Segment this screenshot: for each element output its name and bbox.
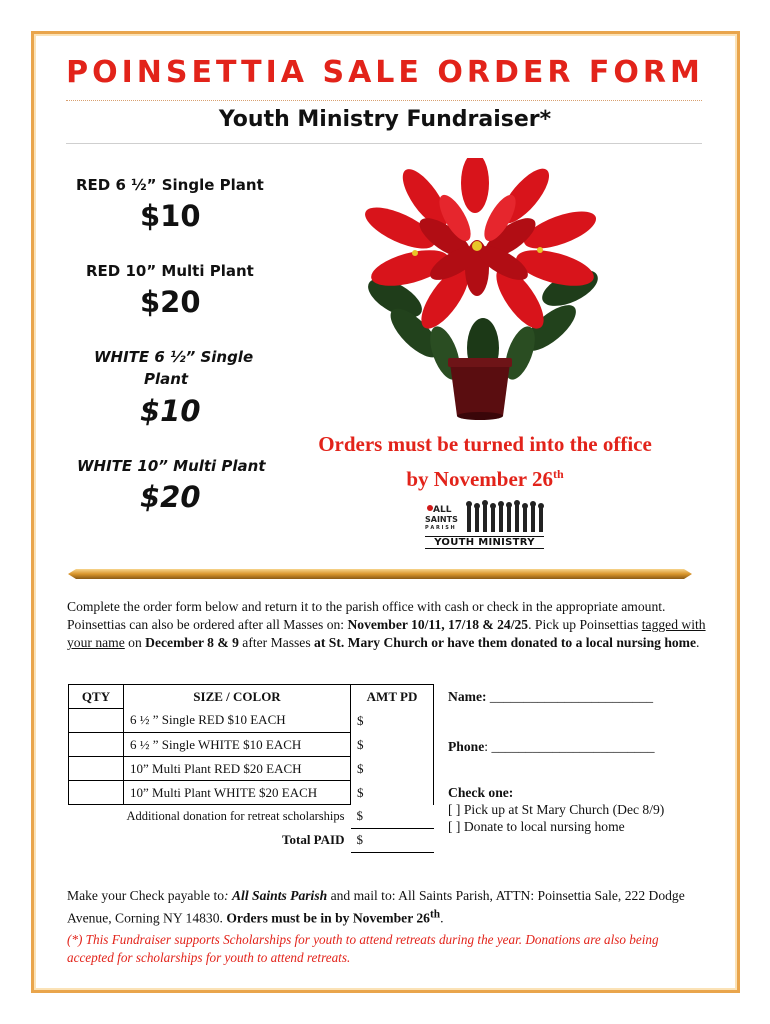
qty-cell[interactable] [69, 781, 124, 805]
qty-cell[interactable] [69, 733, 124, 757]
order-dates: November 10/11, 17/18 & 24/25 [347, 617, 529, 632]
total-label: Total PAID [282, 832, 345, 847]
qty-cell[interactable] [69, 757, 124, 781]
size-cell: 10” Multi Plant WHITE $20 EACH [124, 781, 351, 805]
footer-text-1: Make your Check payable to [67, 888, 225, 903]
size-cell: 6 ½ ” Single WHITE $10 EACH [124, 733, 351, 757]
item-label-red-multi: RED 10” Multi Plant [86, 262, 254, 280]
logo-parish: P A R I S H [425, 525, 455, 531]
deadline-date: by November 26 [406, 467, 553, 491]
item-price-red-multi: $20 [140, 285, 201, 319]
table-row [69, 709, 434, 733]
title-divider [66, 100, 702, 101]
subtitle-divider [66, 143, 702, 144]
logo-all: ALL [433, 505, 452, 515]
donation-row [69, 805, 434, 829]
phone-field[interactable] [448, 738, 655, 756]
order-table [68, 684, 434, 853]
amt-cell[interactable]: $ [351, 709, 434, 733]
table-row [69, 781, 434, 805]
donation-label: Additional donation for retreat scholarships [126, 809, 345, 823]
item-label-white-multi: WHITE 10” Multi Plant [77, 457, 266, 475]
table-row [69, 733, 434, 757]
size-cell: 6 ½ ” Single RED $10 EACH [124, 709, 351, 733]
qty-cell[interactable] [69, 709, 124, 733]
page-title: POINSETTIA SALE ORDER FORM [66, 55, 704, 90]
check-one-label: Check one: [448, 785, 514, 800]
pickup-location: at St. Mary Church or have them donated to a local nursing home [314, 635, 697, 650]
qty-header: QTY [69, 685, 124, 709]
tagged-name-text: tagged with your name [67, 617, 706, 650]
page-subtitle: Youth Ministry Fundraiser* [218, 107, 552, 132]
name-field[interactable] [448, 688, 653, 706]
item-price-red-single: $10 [140, 199, 201, 233]
size-header: SIZE / COLOR [124, 685, 351, 709]
phone-line: : ________________________ [484, 739, 655, 754]
gold-divider [68, 568, 692, 580]
instructions-text-1: Complete the order form below and return it to the parish office with cash or check in the appropriate amount. Poinsettias can also be ordered after all Masses on: [67, 599, 666, 632]
footer-deadline-suffix: th [429, 908, 441, 920]
amt-header: AMT PD [351, 685, 434, 709]
instructions-paragraph [67, 598, 707, 652]
amt-cell[interactable]: $ [351, 781, 434, 805]
deadline-line2 [290, 467, 680, 492]
deadline-line1: Orders must be turned into the office [318, 432, 652, 456]
phone-label: Phone [448, 739, 485, 754]
footer-address: and mail to: All Saints Parish, ATTN: Poinsettia Sale, 222 Dodge Avenue, Corning NY 14830. [67, 888, 685, 926]
item-price-white-multi: $20 [140, 480, 201, 514]
item-label-white-single-line2: Plant [144, 370, 189, 388]
option-donate[interactable]: [ ] Donate to local nursing home [448, 819, 625, 834]
footer-deadline: Orders must be in by November 26 [226, 910, 430, 926]
deadline-date-suffix: th [552, 467, 564, 481]
total-amt[interactable]: $ [351, 828, 434, 852]
item-label-white-single-line1: WHITE 6 ½” Single [94, 348, 254, 366]
scholarship-note: (*) This Fundraiser supports Scholarships for youth to attend retreats during the year. Donations are also being accepted for scholarships for youth to attend retreats. [67, 932, 659, 965]
item-price-white-single: $10 [140, 394, 201, 428]
payment-instructions [67, 886, 707, 928]
logo-youth-ministry: YOUTH MINISTRY [425, 536, 544, 549]
option-pickup[interactable]: [ ] Pick up at St Mary Church (Dec 8/9) [448, 802, 665, 817]
size-cell: 10” Multi Plant RED $20 EACH [124, 757, 351, 781]
footer-colon: : [224, 888, 232, 903]
instructions-text-2: . Pick up Poinsettias [528, 617, 642, 632]
youth-ministry-logo [423, 500, 548, 550]
item-label-red-single: RED 6 ½” Single Plant [76, 176, 264, 194]
total-row [69, 828, 434, 852]
logo-saints: SAINTS [425, 515, 458, 524]
name-line: ________________________ [489, 689, 654, 704]
name-label: Name: [448, 689, 487, 704]
poinsettia-plant-image [355, 158, 605, 428]
payee-name: All Saints Parish [231, 888, 328, 903]
instructions-text-4: after Masses [238, 635, 315, 650]
pickup-dates: December 8 & 9 [145, 635, 239, 650]
footer-period: . [440, 910, 444, 926]
instructions-text-5: . [696, 635, 700, 650]
donation-amt[interactable]: $ [351, 805, 434, 829]
table-header-row [69, 685, 434, 709]
instructions-text-3: on [124, 635, 146, 650]
amt-cell[interactable]: $ [351, 733, 434, 757]
table-row [69, 757, 434, 781]
amt-cell[interactable]: $ [351, 757, 434, 781]
